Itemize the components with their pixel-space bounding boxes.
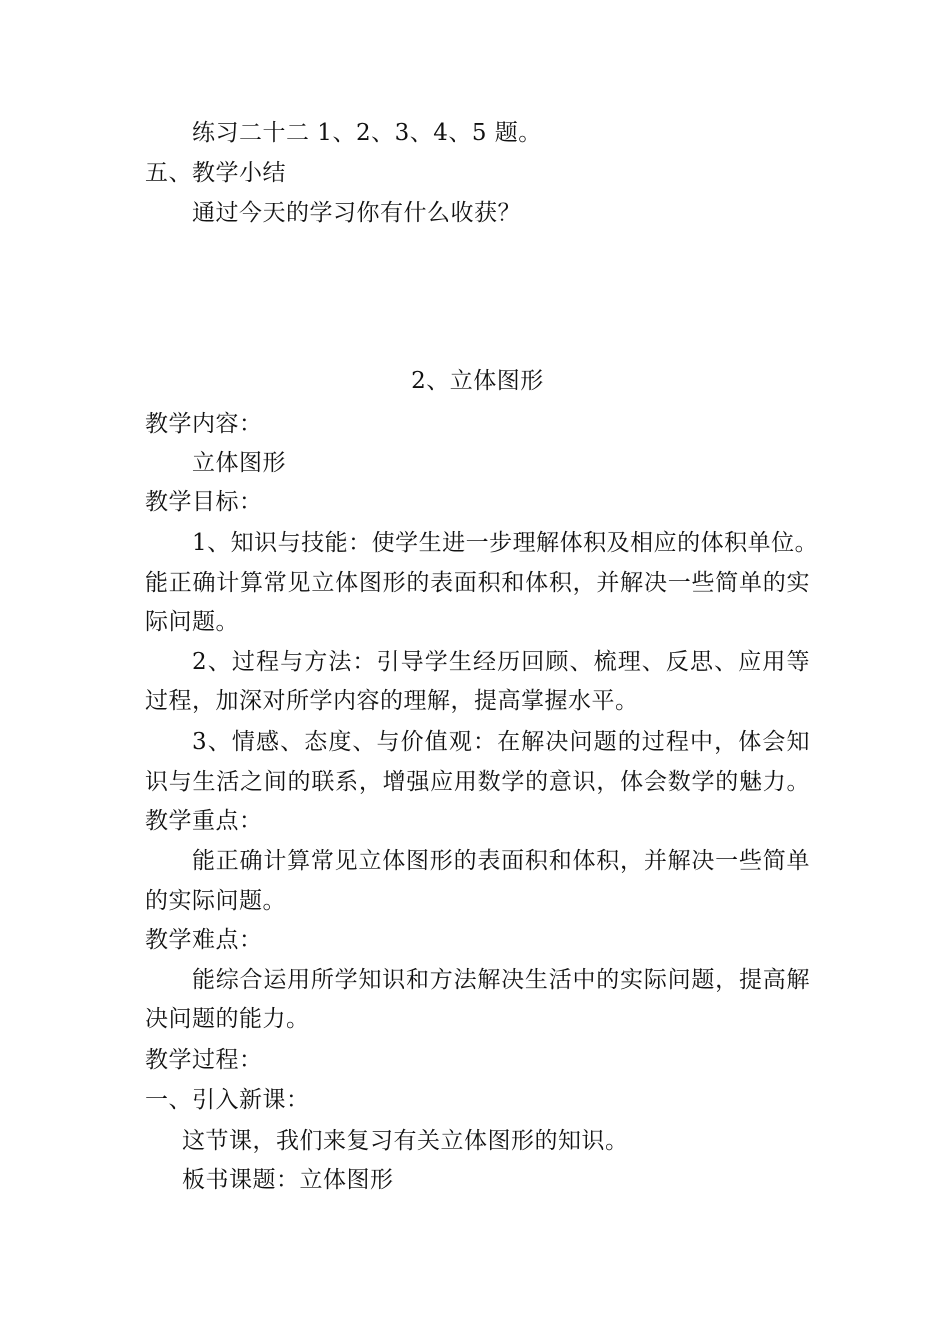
heading-process: 教学过程： <box>145 1047 263 1073</box>
heading-objectives: 教学目标： <box>145 489 263 515</box>
summary-question: 通过今天的学习你有什么收获？ <box>192 200 521 226</box>
objective-1-line-3: 际问题。 <box>145 609 239 635</box>
key-points-line-1: 能正确计算常见立体图形的表面积和体积，并解决一些简单 <box>192 848 810 874</box>
intro-text: 这节课，我们来复习有关立体图形的知识。 <box>182 1128 629 1154</box>
section-heading-intro: 一、引入新课： <box>145 1087 310 1113</box>
content-text: 立体图形 <box>192 450 286 476</box>
objective-1-line-1: 1、知识与技能：使学生进一步理解体积及相应的体积单位。 <box>192 530 819 556</box>
heading-difficulties: 教学难点： <box>145 927 263 953</box>
heading-content: 教学内容： <box>145 411 263 437</box>
objective-1-line-2: 能正确计算常见立体图形的表面积和体积，并解决一些简单的实 <box>145 570 810 596</box>
difficulties-line-1: 能综合运用所学知识和方法解决生活中的实际问题，提高解 <box>192 967 810 993</box>
objective-2-line-1: 2、过程与方法：引导学生经历回顾、梳理、反思、应用等 <box>192 649 810 675</box>
heading-key-points: 教学重点： <box>145 808 263 834</box>
exercise-line: 练习二十二 1、2、3、4、5 题。 <box>192 120 542 146</box>
key-points-line-2: 的实际问题。 <box>145 888 286 914</box>
difficulties-line-2: 决问题的能力。 <box>145 1006 310 1032</box>
objective-3-line-1: 3、情感、态度、与价值观：在解决问题的过程中，体会知 <box>192 729 810 755</box>
lesson-title: 2、立体图形 <box>411 368 544 394</box>
section-heading-summary: 五、教学小结 <box>145 160 286 186</box>
objective-2-line-2: 过程，加深对所学内容的理解，提高掌握水平。 <box>145 688 639 714</box>
objective-3-line-2: 识与生活之间的联系，增强应用数学的意识，体会数学的魅力。 <box>145 769 810 795</box>
board-title-text: 板书课题：立体图形 <box>182 1167 394 1193</box>
